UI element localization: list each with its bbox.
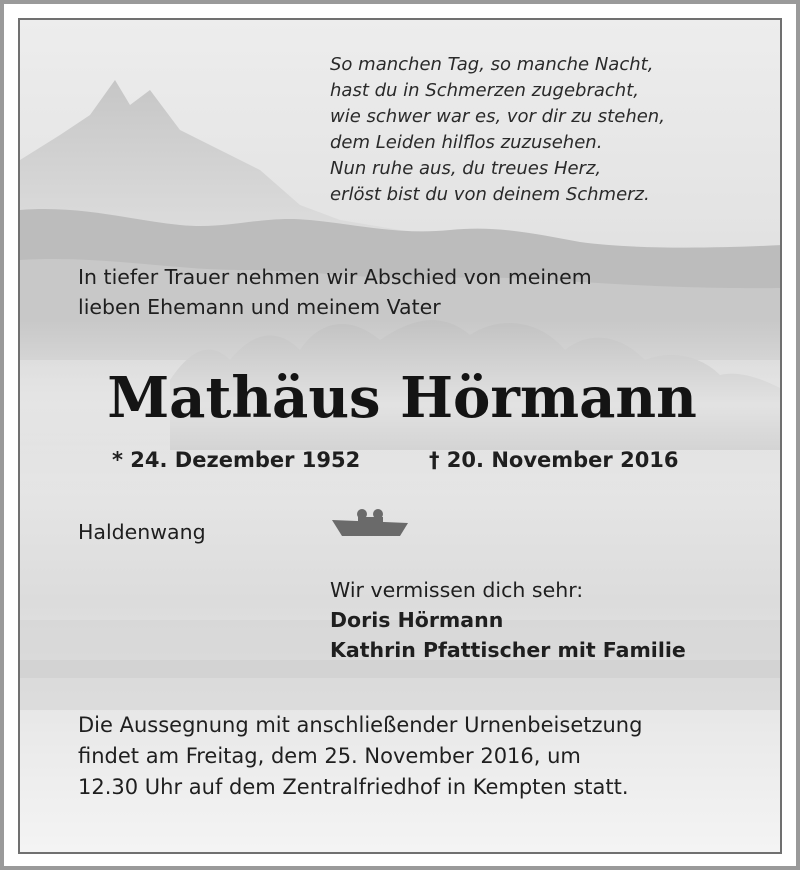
ceremony-line: 12.30 Uhr auf dem Zentralfriedhof in Kempten statt. (78, 775, 629, 799)
intro-line: In tiefer Trauer nehmen wir Abschied von meinem (78, 265, 592, 289)
family-heading: Wir vermissen dich sehr: (330, 578, 584, 602)
death-date: † 20. November 2016 (429, 448, 679, 472)
memorial-poem (330, 52, 665, 208)
obituary-frame (18, 18, 782, 854)
ceremony-line: findet am Freitag, dem 25. November 2016, um (78, 744, 581, 768)
family-signature (330, 575, 686, 665)
ceremony-details (78, 710, 642, 803)
boat-figure-body (358, 517, 383, 523)
poem-line: erlöst bist du von deinem Schmerz. (330, 184, 650, 205)
mourning-intro (78, 262, 592, 322)
ceremony-line: Die Aussegnung mit anschließender Urnenbeisetzung (78, 713, 643, 737)
poem-line: wie schwer war es, vor dir zu stehen, (330, 106, 665, 127)
poem-line: dem Leiden hilflos zuzusehen. (330, 132, 603, 153)
poem-line: Nun ruhe aus, du treues Herz, (330, 158, 602, 179)
hometown: Haldenwang (78, 520, 206, 544)
birth-date: * 24. Dezember 1952 (112, 448, 361, 472)
poem-line: So manchen Tag, so manche Nacht, (330, 54, 654, 75)
poem-line: hast du in Schmerzen zugebracht, (330, 80, 639, 101)
family-member: Kathrin Pfattischer mit Familie (330, 638, 686, 662)
intro-line: lieben Ehemann und meinem Vater (78, 295, 441, 319)
deceased-name: Mathäus Hörmann (107, 365, 697, 431)
family-member: Doris Hörmann (330, 608, 504, 632)
